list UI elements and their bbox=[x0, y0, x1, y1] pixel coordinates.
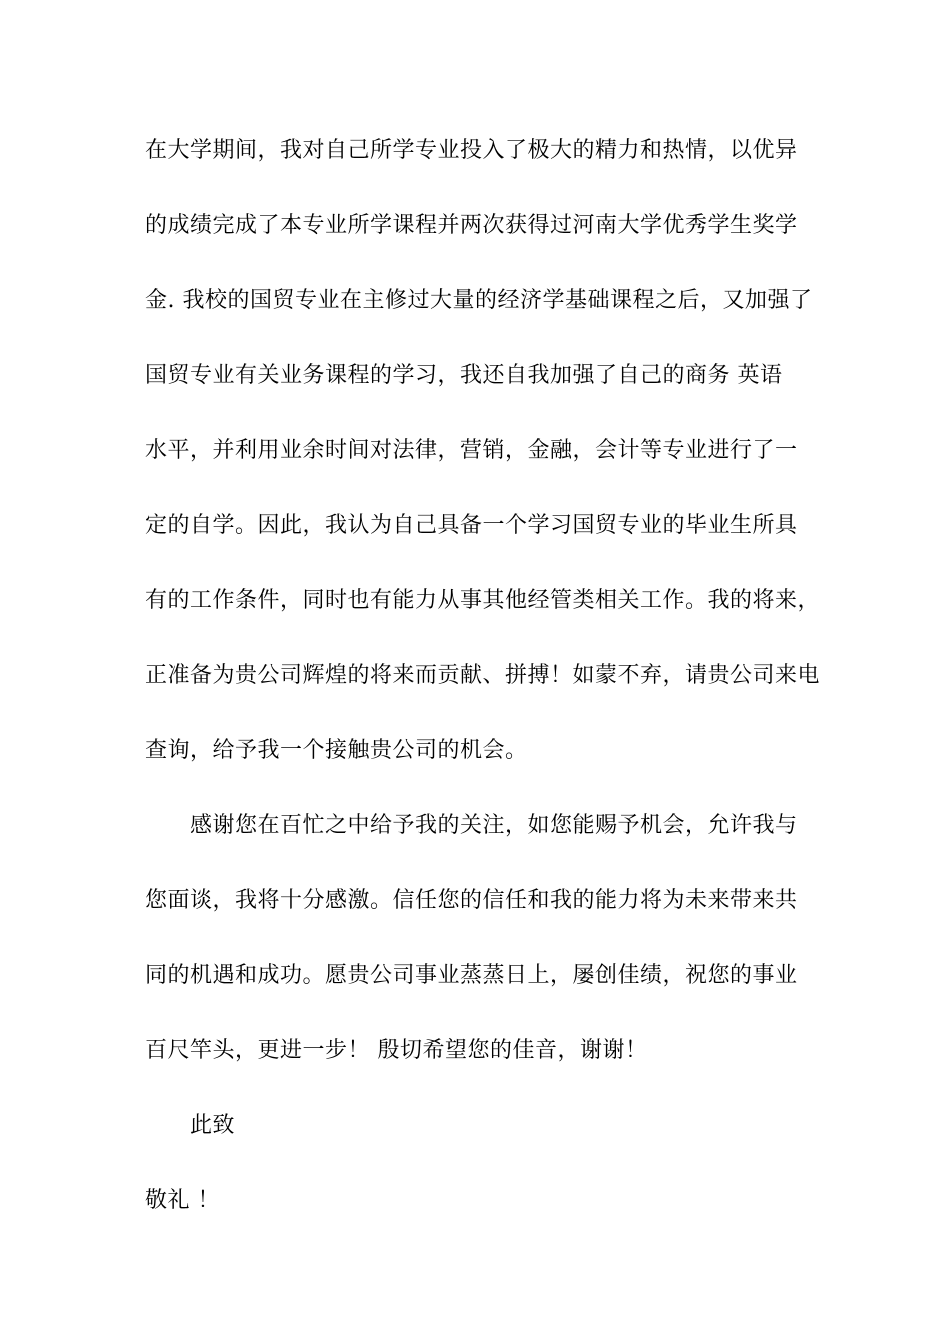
paragraph-1-line-1: 在大学期间，我对自己所学专业投入了极大的精力和热情，以优异 bbox=[145, 138, 798, 163]
paragraph-1-line-4: 国贸专业有关业务课程的学习，我还自我加强了自己的商务 英语 bbox=[145, 363, 783, 388]
paragraph-2-line-2: 您面谈，我将十分感激。信任您的信任和我的能力将为未来带来共 bbox=[145, 888, 798, 913]
paragraph-2-line-4: 百尺竿头，更进一步！ 殷切希望您的佳音，谢谢！ bbox=[145, 1038, 648, 1063]
closing-regards: 敬礼 ！ bbox=[145, 1188, 220, 1213]
paragraph-1-line-6: 定的自学。因此，我认为自己具备一个学习国贸专业的毕业生所具 bbox=[145, 513, 798, 538]
paragraph-2-line-1: 感谢您在百忙之中给予我的关注，如您能赐予机会，允许我与 bbox=[190, 813, 798, 838]
paragraph-1-line-7: 有的工作条件，同时也有能力从事其他经管类相关工作。我的将来， bbox=[145, 588, 821, 613]
paragraph-1-line-2: 的成绩完成了本专业所学课程并两次获得过河南大学优秀学生奖学 bbox=[145, 213, 798, 238]
paragraph-1-line-9: 查询，给予我一个接触贵公司的机会。 bbox=[145, 738, 528, 763]
closing-salutation: 此致 bbox=[190, 1113, 236, 1138]
paragraph-2-line-3: 同的机遇和成功。愿贵公司事业蒸蒸日上，屡创佳绩，祝您的事业 bbox=[145, 963, 798, 988]
paragraph-1-line-8: 正准备为贵公司辉煌的将来而贡献、拼搏！如蒙不弃，请贵公司来电 bbox=[145, 663, 821, 688]
paragraph-1-line-3: 金. 我校的国贸专业在主修过大量的经济学基础课程之后，又加强了 bbox=[145, 288, 813, 313]
paragraph-1-line-5: 水平，并利用业余时间对法律，营销，金融，会计等专业进行了一 bbox=[145, 438, 798, 463]
